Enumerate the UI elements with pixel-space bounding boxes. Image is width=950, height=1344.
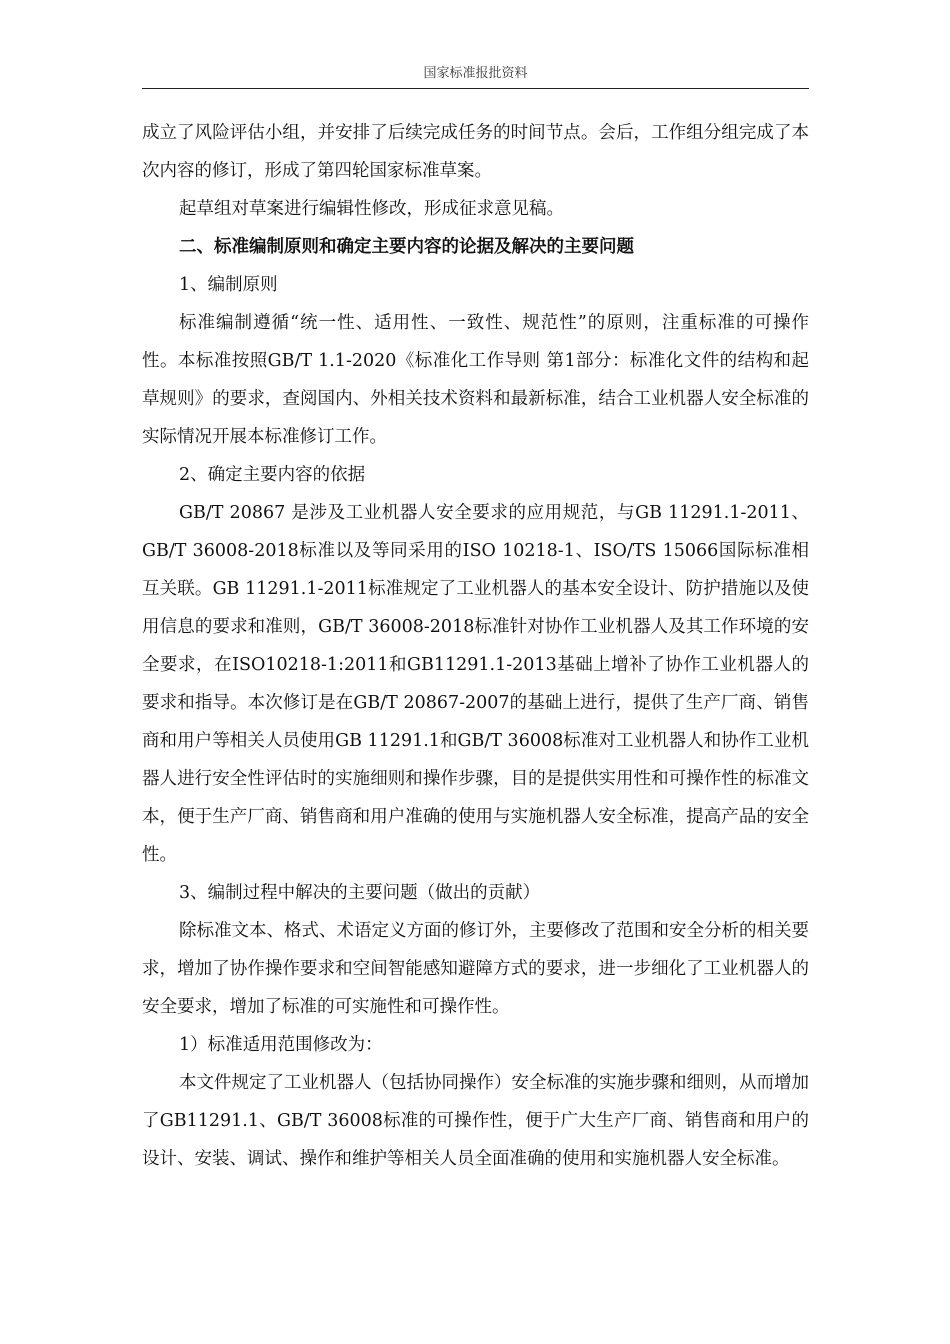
paragraph-draft-revision: 起草组对草案进行编辑性修改，形成征求意见稿。 (179, 199, 564, 219)
subheading-scope: 1）标准适用范围修改为： (179, 1035, 383, 1055)
section-heading-principles: 二、标准编制原则和确定主要内容的论据及解决的主要问题 (179, 237, 634, 257)
subheading-main-issues: 3、编制过程中解决的主要问题（做出的贡献） (179, 883, 541, 903)
subheading-compilation-principles: 1、编制原则 (179, 275, 278, 295)
page-header (142, 64, 809, 89)
paragraph-continuation: 成立了风险评估小组，并安排了后续完成任务的时间节点。会后，工作组分组完成了本次内容的修订，形成了第四轮国家标准草案。 (142, 123, 809, 181)
paragraph-main-issues: 除标准文本、格式、术语定义方面的修订外，主要修改了范围和安全分析的相关要求，增加了协作操作要求和空间智能感知避障方式的要求，进一步细化了工业机器人的安全要求，增加了标准的可实施性和可操作性。 (142, 921, 809, 1017)
subheading-basis: 2、确定主要内容的依据 (179, 465, 366, 485)
paragraph-basis: GB/T 20867 是涉及工业机器人安全要求的应用规范，与GB 11291.1-2011、GB/T 36008-2018标准以及等同采用的ISO 10218-1、ISO/TS 15066国际标准相互关联。GB 11291.1-2011标准规定了工业机器人的基本安全设计、防护措施以及使用信息的要求和准则，GB/T 36008-2018标准针对协作工业机器人及其工作环境的安全要求，在ISO10218-1:2011和GB11291.1-2013基础上增补了协作工业机器人的要求和指导。本次修订是在GB/T 20867-2007的基础上进行，提供了生产厂商、销售商和用户等相关人员使用GB 11291.1和GB/T 36008标准对工业机器人和协作工业机器人进行安全性评估时的实施细则和操作步骤，目的是提供实用性和可操作性的标准文本，便于生产厂商、销售商和用户准确的使用与实施机器人安全标准，提高产品的安全性。 (142, 503, 809, 865)
document-body (142, 114, 809, 1178)
header-title: 国家标准报批资料 (423, 66, 528, 81)
paragraph-scope: 本文件规定了工业机器人（包括协同操作）安全标准的实施步骤和细则，从而增加了GB11291.1、GB/T 36008标准的可操作性，便于广大生产厂商、销售商和用户的设计、安装、调试、操作和维护等相关人员全面准确的使用和实施机器人安全标准。 (142, 1073, 809, 1169)
paragraph-principles: 标准编制遵循“统一性、适用性、一致性、规范性”的原则，注重标准的可操作性。本标准按照GB/T 1.1-2020《标准化工作导则 第1部分：标准化文件的结构和起草规则》的要求，查阅国内、外相关技术资料和最新标准，结合工业机器人安全标准的实际情况开展本标准修订工作。 (142, 313, 809, 447)
